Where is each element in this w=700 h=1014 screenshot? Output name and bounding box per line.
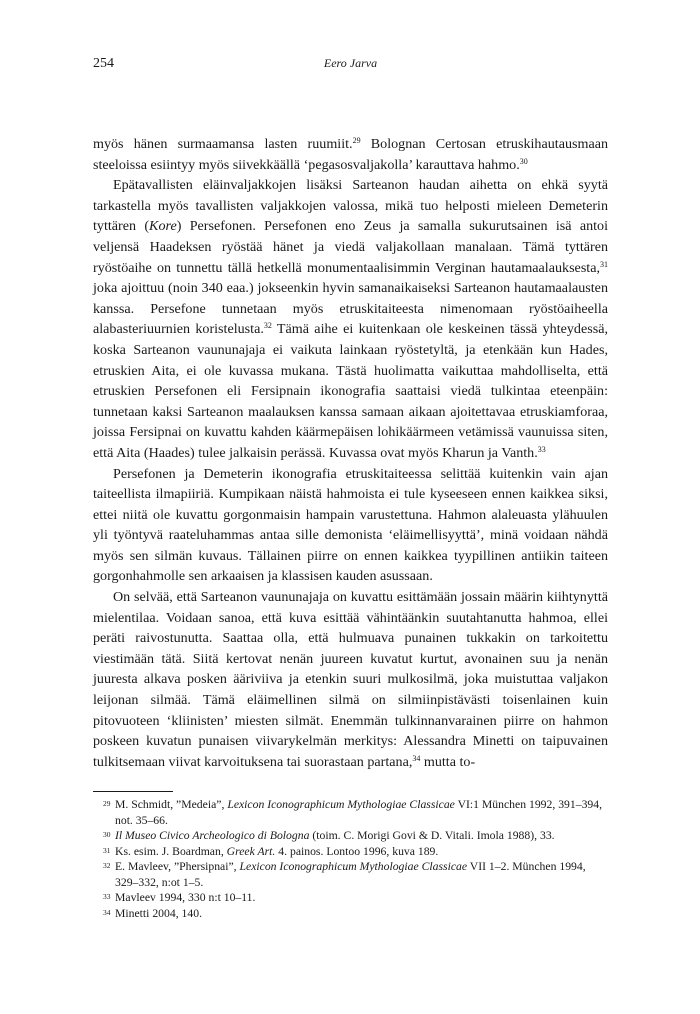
text-run: VI:1 München 1992, 391–394, not. 35–66. [115, 798, 603, 827]
body-text [93, 134, 608, 772]
footnotes [93, 797, 608, 921]
paragraph [93, 587, 608, 772]
text-run: Persefonen ja Demeterin ikonografia etruskitaiteessa selittää kuitenkin vain ajan taiteellista ilmapiiriä. Kumpikaan näistä hahmoista ei tule kyseeseen ennen kaikkea siksi, ettei niitä ole kuvattu gorgonmaisin hampain varustettuna. Hahmon alaleuasta ylähuulen yli työntyvä raateluhammas antaa sille demonista ‘eläimellisyyttä’, minä voidaan nähdä myös sen silmän kuvaus. Tällainen piirre on ennen kaikkea tyypillinen antiikin taiteen gorgonhahmolle sen arkaaisen ja klassisen kauden asussaan. [93, 465, 608, 585]
italic-text: Il Museo Civico Archeologico di Bologna [115, 829, 310, 842]
text-run: ) Persefonen. Persefonen eno Zeus ja samalla sukurutsainen isä antoi veljensä Haadeksen ryöstää hänet ja viedä valjakollaan manalaan. Tämä tyttären ryöstöaihe on tunnettu tällä hetkellä monumentaalisimmin Verginan hautamaalauksesta, [93, 218, 608, 276]
page-number: 254 [93, 56, 114, 71]
text-run: (toim. C. Morigi Govi & D. Vitali. Imola 1988), 33. [309, 829, 555, 842]
paragraph [93, 175, 608, 463]
footnote-reference: 31 [600, 259, 608, 269]
footnote [93, 844, 608, 860]
text-run: On selvää, että Sarteanon vaununajaja on kuvattu esittämään jossain määrin kiihtynyttä mielentilaa. Voidaan sanoa, että kuva esittää vähintäänkin suutahtanutta hahmoa, ellei peräti raivostunutta. Saattaa olla, että hulmuava punainen tukkakin on tarkoitettu viestimään tätä. Siitä kertovat nenän juureen kuvatut kurtut, avonainen suu ja nenän juuresta alkava posken ääriviiva ja etenkin suuri mulkosilmä, joka muistuttaa valjakon leijonan silmää. Tämä eläimellinen silmä on silmiinpistävästi toisenlainen kuin pitovuoteen ‘kliinisten’ miesten silmät. Enemmän tulkinnanvarainen piirre on hahmon poskeen kuvatun punaisen viivarykelmän merkitys: Alessandra Minetti on taipuvainen tulkitsemaan viivat karvoituksena tai suorastaan partana, [93, 589, 608, 770]
footnote-reference: 34 [412, 753, 421, 763]
text-run: E. Mavleev, ”Phersipnai”, [115, 860, 240, 873]
text-run: Tämä aihe ei kuitenkaan ole keskeinen tässä yhteydessä, koska Sarteanon vaununajaja ei vaikuta lainkaan ryöstetyltä, ja etenkään kun Hades, etruskien Aita, ei ole kuvassa mukana. Tästä huolimatta vaikuttaa mahdolliselta, että etruskien Persefonen eli Fersipnain ikonografia saattaisi viedä tulkintaa eteenpäin: tunnetaan kaksi Sarteanon maalauksen kanssa samaan aikaan ajoitettavaa etruskiamforaa, joissa Fersipnai on kuvattu kahden käärmepäisen lohikäärmeen vetämissä vaunuissa siten, että Aita (Haades) tulee jalkaisin perässä. Kuvassa ovat myös Kharun ja Vanth. [93, 321, 608, 461]
footnote [93, 859, 608, 890]
italic-text: Lexicon Iconographicum Mythologiae Classicae [227, 798, 455, 811]
text-run: myös hänen surmaamansa lasten ruumiit. [93, 136, 353, 152]
footnote-divider [93, 791, 173, 792]
page-header [93, 56, 608, 74]
text-run: Epätavallisten eläinvaljakkojen lisäksi Sarteanon haudan aihetta on ehkä syytä tarkastella myös tavallisten valjakkojen valossa, mikä tuo helposti mieleen Demeterin tyttären ( [93, 177, 608, 235]
text-run: 4. painos. Lontoo 1996, kuva 189. [275, 844, 439, 858]
text-run: M. Schmidt, ”Medeia”, [115, 798, 228, 811]
footnote [93, 797, 608, 828]
text-run: Mavleev 1994, 330 n:t 10–11. [115, 891, 256, 904]
footnote [93, 906, 608, 922]
footnote [93, 828, 608, 844]
italic-text: Kore [149, 218, 177, 235]
footnote-number: 34 [103, 907, 111, 917]
text-run: joka ajoittuu (noin 340 eaa.) jokseenkin hyvin samanaikaiseksi Sarteanon hautamaalausten kanssa. Persefone tunnetaan myös etruskitaiteesta nimenomaan ryöstöaiheella alabasteriuurnien koristelusta. [93, 280, 608, 338]
text-run: VII 1–2. München 1994, 329–332, n:ot 1–5. [115, 860, 586, 889]
paragraph [93, 134, 608, 175]
paragraph [93, 464, 608, 588]
running-head: Eero Jarva [323, 56, 378, 70]
text-run: Minetti 2004, 140. [115, 906, 203, 920]
footnote-reference: 30 [519, 156, 528, 166]
footnote-reference: 32 [263, 321, 272, 331]
italic-text: Lexicon Iconographicum Mythologiae Classicae [239, 860, 468, 873]
footnote-number: 30 [103, 830, 111, 839]
footnote [93, 890, 608, 906]
text-run: Ks. esim. J. Boardman, [115, 844, 227, 858]
text-run: mutta to- [420, 753, 476, 770]
footnote-number: 33 [103, 892, 111, 901]
footnote-number: 29 [103, 799, 111, 808]
footnote-number: 32 [103, 861, 111, 870]
footnote-reference: 29 [352, 136, 361, 145]
text-run: Bolognan Certosan etruskihautausmaan steeloissa esiintyy myös siivekkäällä ‘pegasosvaljakolla’ karauttava hahmo. [93, 136, 608, 173]
italic-text: Greek Art. [226, 844, 276, 858]
footnote-number: 31 [103, 845, 111, 855]
footnote-reference: 33 [537, 444, 546, 454]
